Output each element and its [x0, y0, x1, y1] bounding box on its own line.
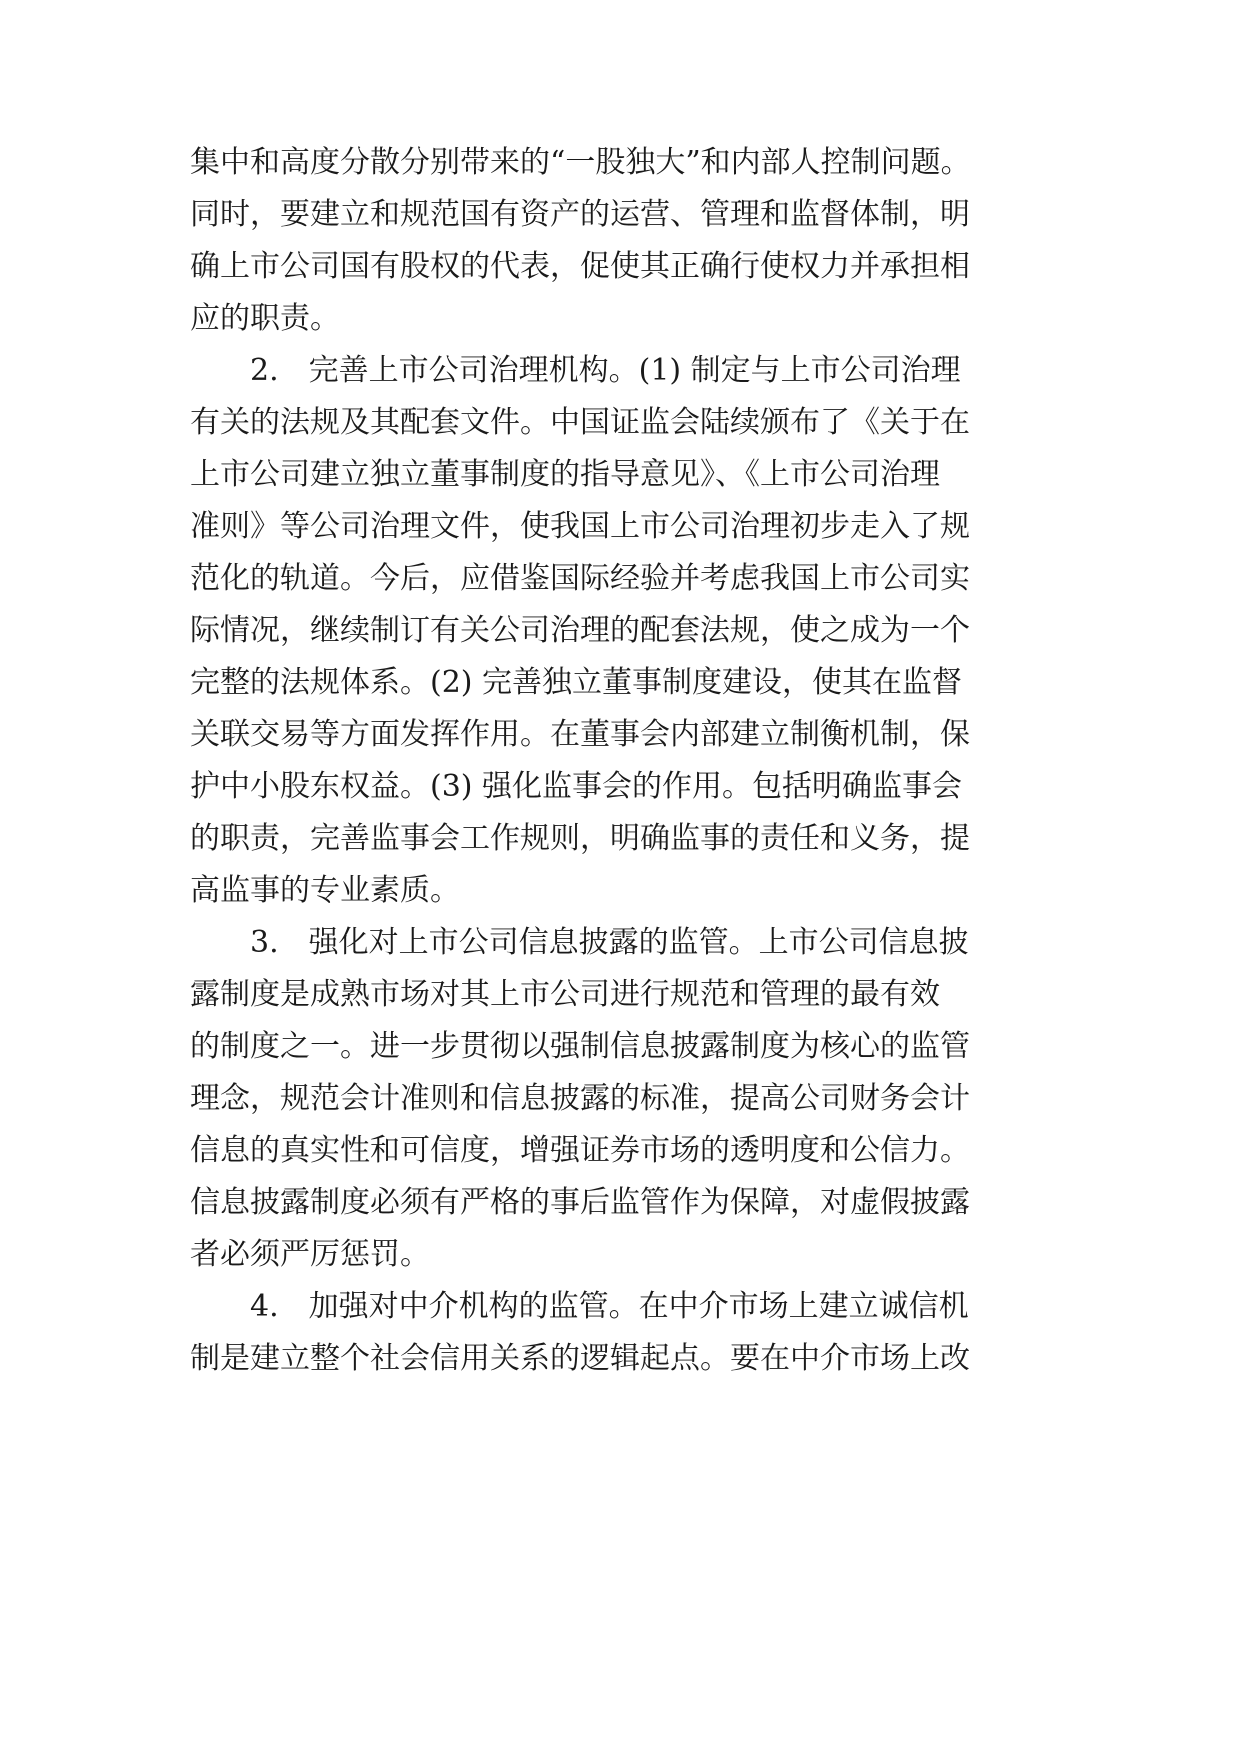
text-line: 理念，规范会计准则和信息披露的标准，提高公司财务会计 [190, 1081, 970, 1116]
text-line: 的职责，完善监事会工作规则，明确监事的责任和义务，提 [190, 821, 970, 856]
text-line: 高监事的专业素质。 [190, 873, 460, 908]
text-line: 同时，要建立和规范国有资产的运营、管理和监督体制，明 [190, 197, 970, 232]
paragraph-2-start: 2. 完善上市公司治理机构。(1) 制定与上市公司治理 [190, 353, 961, 388]
text-line: 护中小股东权益。(3) 强化监事会的作用。包括明确监事会 [190, 769, 963, 804]
text-line: 者必须严厉惩罚。 [190, 1237, 430, 1272]
text-line: 确上市公司国有股权的代表，促使其正确行使权力并承担相 [190, 249, 970, 284]
paragraph-3-start: 3. 强化对上市公司信息披露的监管。上市公司信息披 [190, 925, 969, 960]
text-line: 露制度是成熟市场对其上市公司进行规范和管理的最有效 [190, 977, 940, 1012]
text-line: 的制度之一。进一步贯彻以强制信息披露制度为核心的监管 [190, 1029, 970, 1064]
text-line: 集中和高度分散分别带来的“一股独大”和内部人控制问题。 [190, 145, 971, 180]
text-line: 信息披露制度必须有严格的事后监管作为保障，对虚假披露 [190, 1185, 970, 1220]
text-line: 制是建立整个社会信用关系的逻辑起点。要在中介市场上改 [190, 1341, 970, 1376]
text-line: 完整的法规体系。(2) 完善独立董事制度建设，使其在监督 [190, 665, 963, 700]
text-line: 际情况，继续制订有关公司治理的配套法规，使之成为一个 [190, 613, 970, 648]
text-line: 信息的真实性和可信度，增强证券市场的透明度和公信力。 [190, 1133, 970, 1168]
text-line: 关联交易等方面发挥作用。在董事会内部建立制衡机制，保 [190, 717, 970, 752]
text-line: 应的职责。 [190, 301, 340, 336]
text-line: 范化的轨道。今后，应借鉴国际经验并考虑我国上市公司实 [190, 561, 970, 596]
text-line: 准则》等公司治理文件，使我国上市公司治理初步走入了规 [190, 509, 970, 544]
paragraph-4-start: 4. 加强对中介机构的监管。在中介市场上建立诚信机 [190, 1289, 969, 1324]
text-line: 上市公司建立独立董事制度的指导意见》、《上市公司治理 [190, 457, 940, 492]
text-line: 有关的法规及其配套文件。中国证监会陆续颁布了《关于在 [190, 405, 970, 440]
